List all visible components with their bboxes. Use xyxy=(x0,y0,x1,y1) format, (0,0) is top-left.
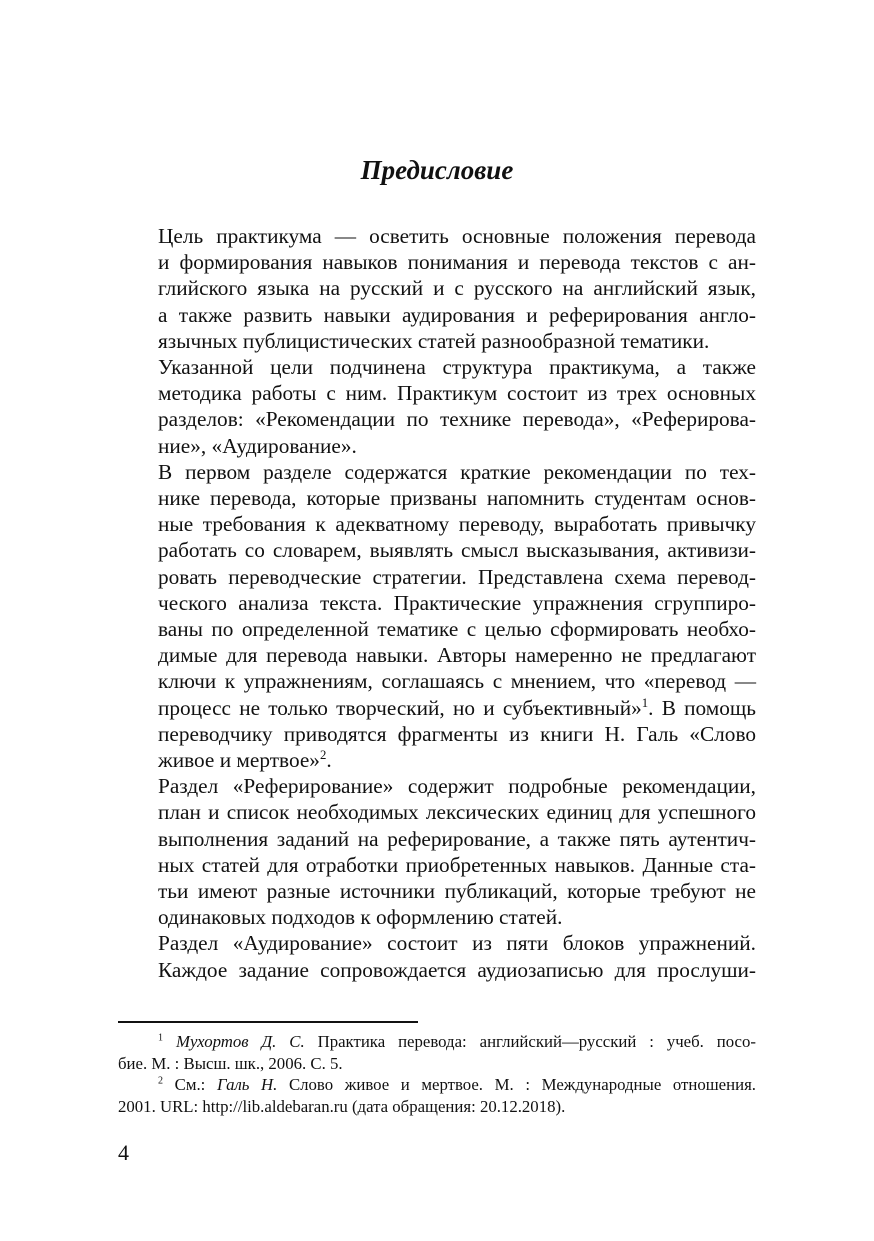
text-line: одинаковых подходов к оформлению статей. xyxy=(158,905,563,930)
page-title: Предисловие xyxy=(360,155,514,185)
footnote-number: 2 xyxy=(158,1075,164,1087)
text-line-with-footnote-ref xyxy=(118,747,756,773)
text-line: тьи имеют разные источники публикаций, которые требуют не xyxy=(158,879,756,904)
paragraph-5 xyxy=(118,930,756,982)
text-segment: . xyxy=(326,748,332,773)
paragraph-4 xyxy=(118,773,756,930)
text-line: и формирования навыков понимания и перевода текстов с ан- xyxy=(158,250,756,275)
text-line: Раздел «Аудирование» состоит из пяти блоков упражнений. xyxy=(158,931,756,956)
footnote-author: Мухортов Д. С. xyxy=(175,1032,305,1051)
footnote-text: Практика перевода: английский—русский : учеб. посо- xyxy=(304,1032,756,1051)
footnote-divider xyxy=(118,1021,418,1023)
text-line: нике перевода, которые призваны напомнить студентам основ- xyxy=(158,486,756,511)
text-line: Раздел «Реферирование» содержит подробные рекомендации, xyxy=(158,774,756,799)
text-line: ровать переводческие стратегии. Представлена схема перевод- xyxy=(158,564,756,589)
text-segment: процесс не только творческий, но и субъективный» xyxy=(158,695,642,720)
text-line: а также развить навыки аудирования и реферирования англо- xyxy=(158,302,756,327)
text-line: работать со словарем, выявлять смысл высказывания, активизи- xyxy=(158,538,756,563)
text-line-with-footnote-ref xyxy=(118,695,756,721)
text-line: Цель практикума — осветить основные положения перевода xyxy=(158,224,756,248)
text-line: Указанной цели подчинена структура практикума, а также xyxy=(158,355,756,380)
footnote-1 xyxy=(118,1031,756,1074)
text-line: В первом разделе содержатся краткие рекомендации по тех- xyxy=(158,459,756,484)
body-text xyxy=(118,223,756,983)
text-line: язычных публицистических статей разнообразной тематики. xyxy=(158,328,710,353)
footnote-ref-2: 2 xyxy=(319,747,327,762)
text-line: ваны по определенной тематике с целью сформировать необхо- xyxy=(158,617,756,642)
footnote-text: Слово живое и мертвое. М. : Международные отношения. xyxy=(277,1075,756,1094)
text-line: глийского языка на русский и с русского на английский язык, xyxy=(158,276,756,301)
footnote-line: бие. М. : Высш. шк., 2006. С. 5. xyxy=(118,1053,343,1073)
text-segment: . В помощь xyxy=(648,695,756,720)
text-line: ние», «Аудирование». xyxy=(158,433,357,458)
footnote-ref-1: 1 xyxy=(641,695,649,710)
footnote-author: Галь Н. xyxy=(216,1075,278,1094)
text-line: ные требования к адекватному переводу, выработать привычку xyxy=(158,512,756,537)
text-line: ных статей для отработки приобретенных навыков. Данные ста- xyxy=(158,852,756,877)
footnote-line xyxy=(118,1074,756,1096)
page-number: 4 xyxy=(118,1140,129,1165)
footnote-2 xyxy=(118,1074,756,1117)
paragraph-2 xyxy=(118,354,756,459)
text-line: переводчику приводятся фрагменты из книги Н. Галь «Слово xyxy=(158,721,756,746)
text-line: план и список необходимых лексических единиц для успешного xyxy=(158,800,756,825)
text-line: ключи к упражнениям, соглашаясь с мнением, что «перевод — xyxy=(158,669,756,694)
footnote-line xyxy=(118,1031,756,1053)
text-line: методика работы с ним. Практикум состоит из трех основных xyxy=(158,381,756,406)
text-segment: живое и мертвое» xyxy=(158,748,320,773)
paragraph-3 xyxy=(118,459,756,773)
text-line: Каждое задание сопровождается аудиозаписью для прослуши- xyxy=(158,957,756,982)
text-line: ческого анализа текста. Практические упражнения сгруппиро- xyxy=(158,590,756,615)
footnote-line: 2001. URL: http://lib.aldebaran.ru (дата обращения: 20.12.2018). xyxy=(118,1096,566,1116)
text-line: выполнения заданий на реферирование, а также пять аутентич- xyxy=(158,826,756,851)
text-line: димые для перевода навыки. Авторы намеренно не предлагают xyxy=(158,643,756,668)
paragraph-1 xyxy=(118,223,756,354)
footnote-prefix: См.: xyxy=(163,1075,217,1094)
text-line: разделов: «Рекомендации по технике перевода», «Реферирова- xyxy=(158,407,756,432)
footnotes xyxy=(118,1031,756,1117)
footnote-number: 1 xyxy=(158,1032,164,1044)
